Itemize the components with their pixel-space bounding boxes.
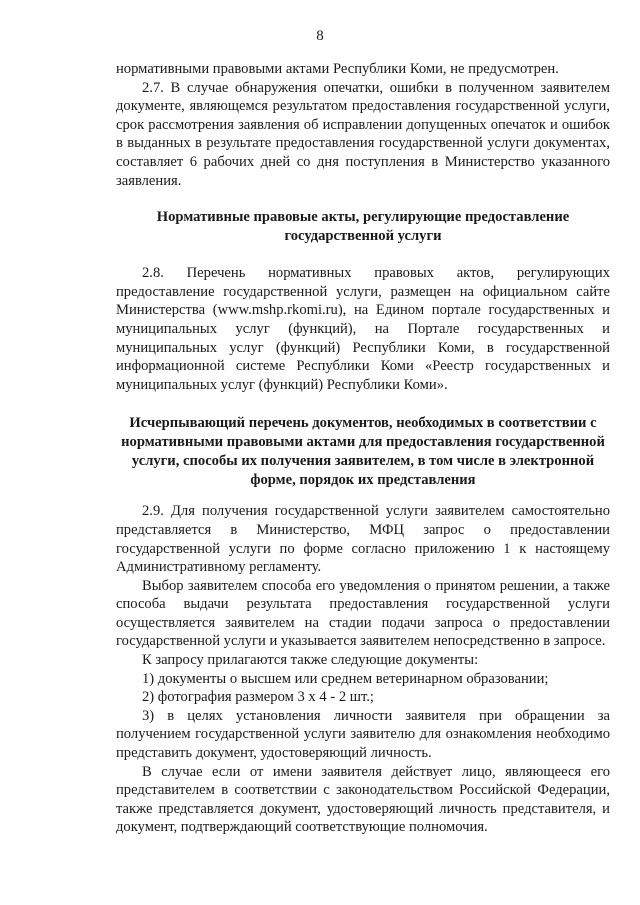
heading-documents: Исчерпывающий перечень документов, необходимых в соответствии с нормативными правовыми актами для предоставления государственной услуги, способы их получения заявителем, в том числе в электронной форме, порядок их представления [121,415,605,489]
paragraph-representative: В случае если от имени заявителя действует лицо, являющееся его представителем в соответствии с законодательством Российской Федерации, также представляется документ, удостоверяющий личность представителя, и документ, подтверждающий соответствующие полномочия. [116,763,610,836]
paragraph-2-8: 2.8. Перечень нормативных правовых актов, регулирующих предоставление государственной услуги, размещен на официальном сайте Министерства (www.mshp.rkomi.ru), на Едином портале государственных и муниципальных услуг (функций), на Портале государственных и муниципальных услуг (функций) Республики Коми, в государственной информационной системе Республики Коми «Реестр государственных и муниципальных услуг (функций) Республики Коми». [116,265,610,393]
page-number: 8 [316,28,324,44]
heading-legal-acts: Нормативные правовые акты, регулирующие предоставление государственной услуги [156,209,570,245]
list-item-identity: 3) в целях установления личности заявителя при обращении за получением государственной услуги заявителю для ознакомления необходимо представить документ, удостоверяющий личность. [116,707,610,762]
paragraph-attachments-intro: К запросу прилагаются также следующие документы: [142,652,479,669]
list-item-education: 1) документы о высшем или среднем ветеринарном образовании; [142,670,549,687]
paragraph-2-7: 2.7. В случае обнаружения опечатки, ошибки в полученном заявителем документе, являющемся результатом предоставления государственной услуги, срок рассмотрения заявления об исправлении допущенных опечаток и ошибок в выданных в результате предоставления государственной услуги документах, составляет 6 рабочих дней со дня поступления в Министерство указанного заявления. [116,79,610,189]
paragraph-2-9: 2.9. Для получения государственной услуги заявителем самостоятельно представляется в Министерство, МФЦ запрос о предоставлении государственной услуги по форме согласно приложению 1 к настоящему Административному регламенту. [116,503,610,576]
list-item-photo: 2) фотография размером 3 х 4 - 2 шт.; [142,689,374,706]
document-body [116,60,610,837]
paragraph-notification-choice: Выбор заявителем способа его уведомления о принятом решении, а также способа выдачи результата предоставления государственной услуги осуществляется заявителем на стадии подачи запроса о предоставлении государственной услуги и указывается заявителем непосредственно в запросе. [116,577,610,650]
paragraph-continuation: нормативными правовыми актами Республики Коми, не предусмотрен. [116,61,559,77]
